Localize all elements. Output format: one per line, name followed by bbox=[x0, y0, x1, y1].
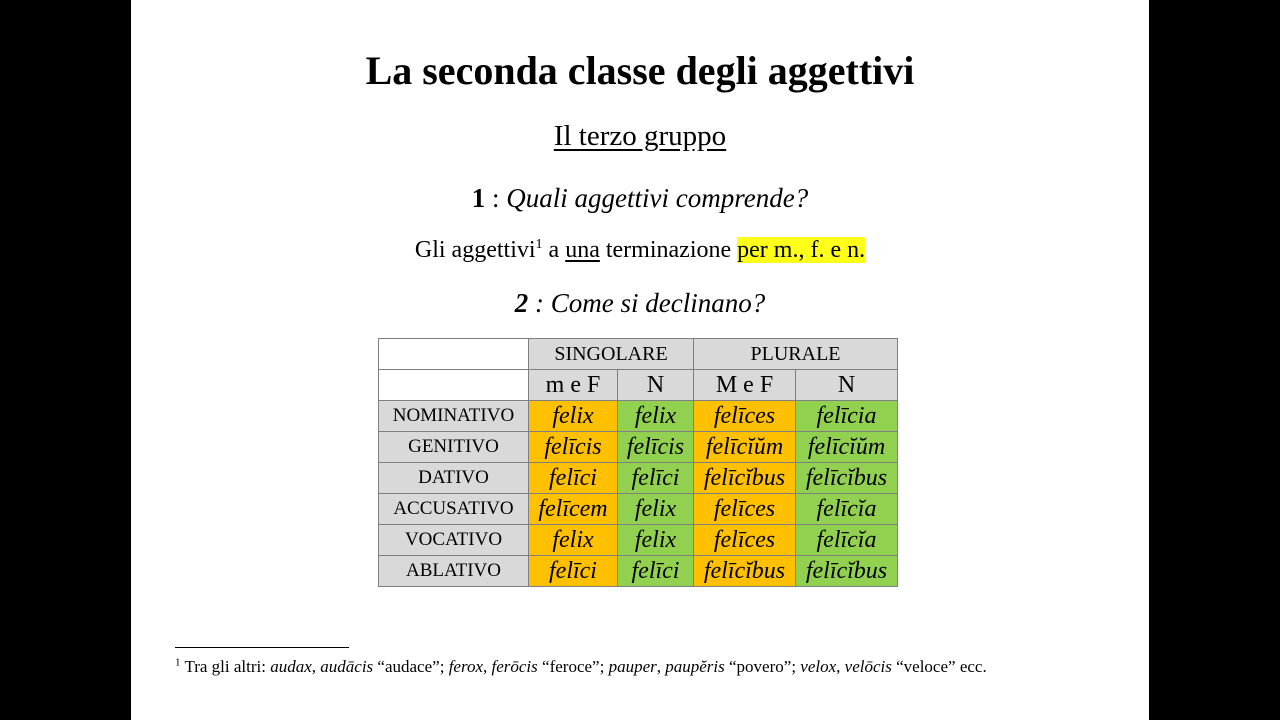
question-2-number: 2 bbox=[514, 288, 529, 318]
form-cell: felix bbox=[618, 401, 694, 432]
footnote-word: pauper bbox=[608, 657, 657, 676]
footnote-word: ferōcis bbox=[491, 657, 538, 676]
footnote-intro: Tra gli altri: bbox=[180, 657, 271, 676]
form-cell: felīcĭbus bbox=[796, 556, 898, 587]
form-cell: felīci bbox=[618, 556, 694, 587]
declension-table bbox=[378, 338, 898, 587]
footnote-word: ferox bbox=[448, 657, 483, 676]
form-cell: felīcis bbox=[529, 432, 618, 463]
form-cell: felīces bbox=[694, 401, 796, 432]
table-row bbox=[379, 525, 898, 556]
footnote-reference: 1 bbox=[535, 237, 543, 252]
answer-highlight: per m., f. e n. bbox=[737, 237, 866, 263]
case-label: DATIVO bbox=[379, 463, 529, 494]
footnote-gloss: “povero” bbox=[729, 657, 792, 676]
table-row bbox=[379, 556, 898, 587]
question-1-number: 1 bbox=[471, 183, 486, 213]
form-cell: felīcĭbus bbox=[694, 556, 796, 587]
case-label: VOCATIVO bbox=[379, 525, 529, 556]
form-cell: felīci bbox=[618, 463, 694, 494]
document-page bbox=[131, 0, 1149, 720]
form-cell: felix bbox=[529, 525, 618, 556]
form-cell: felīces bbox=[694, 525, 796, 556]
form-cell: felīcĭbus bbox=[796, 463, 898, 494]
subheader-cell: N bbox=[796, 370, 898, 401]
footnote-gloss: “audace” bbox=[377, 657, 440, 676]
question-1-sep: : bbox=[485, 183, 507, 213]
form-cell: felīcĭŭm bbox=[694, 432, 796, 463]
table-row bbox=[379, 432, 898, 463]
table-corner-cell bbox=[379, 370, 529, 401]
footnote-word: audācis bbox=[320, 657, 374, 676]
case-label: NOMINATIVO bbox=[379, 401, 529, 432]
form-cell: felīci bbox=[529, 463, 618, 494]
form-cell: felīcem bbox=[529, 494, 618, 525]
table-row bbox=[379, 494, 898, 525]
footnote-word: velōcis bbox=[844, 657, 892, 676]
footnote-gloss: “feroce” bbox=[542, 657, 600, 676]
form-cell: felīcĭbus bbox=[694, 463, 796, 494]
answer-part2: a bbox=[542, 237, 566, 263]
form-cell: felīcĭa bbox=[796, 525, 898, 556]
table-row bbox=[379, 401, 898, 432]
form-cell: felix bbox=[618, 525, 694, 556]
form-cell: felīcia bbox=[796, 401, 898, 432]
answer-part1: Gli aggettivi bbox=[414, 237, 536, 263]
form-cell: felīcis bbox=[618, 432, 694, 463]
form-cell: felix bbox=[618, 494, 694, 525]
form-cell: felīcĭŭm bbox=[796, 432, 898, 463]
form-cell: felīcĭa bbox=[796, 494, 898, 525]
group-header-singolare: SINGOLARE bbox=[529, 339, 694, 370]
subheader-cell: m e F bbox=[529, 370, 618, 401]
subheader-cell: M e F bbox=[694, 370, 796, 401]
answer-underlined: una bbox=[565, 237, 600, 263]
subheader-cell: N bbox=[618, 370, 694, 401]
case-label: GENITIVO bbox=[379, 432, 529, 463]
table-header-row-genders bbox=[379, 370, 898, 401]
answer-text bbox=[131, 235, 1149, 265]
table-row bbox=[379, 463, 898, 494]
subtitle-text: Il terzo gruppo bbox=[553, 120, 727, 152]
footnote-gloss: “veloce” bbox=[896, 657, 956, 676]
footnote-word: velox bbox=[800, 657, 837, 676]
footnote-divider bbox=[175, 647, 349, 648]
question-1 bbox=[131, 182, 1149, 214]
question-2-sep: : bbox=[528, 288, 551, 318]
case-label: ABLATIVO bbox=[379, 556, 529, 587]
form-cell: felīci bbox=[529, 556, 618, 587]
table-header-row-groups bbox=[379, 339, 898, 370]
form-cell: felīces bbox=[694, 494, 796, 525]
question-1-text: Quali aggettivi comprende? bbox=[506, 183, 809, 213]
answer-part3: terminazione bbox=[599, 237, 738, 263]
footnote-ending: ecc. bbox=[955, 657, 987, 676]
table-corner-cell bbox=[379, 339, 529, 370]
case-label: ACCUSATIVO bbox=[379, 494, 529, 525]
page-subtitle bbox=[131, 119, 1149, 153]
page-title: La seconda classe degli aggettivi bbox=[365, 48, 915, 93]
group-header-plurale: PLURALE bbox=[694, 339, 898, 370]
form-cell: felix bbox=[529, 401, 618, 432]
footnote-word: paupĕris bbox=[665, 657, 725, 676]
footnote-marker: 1 bbox=[175, 656, 181, 669]
question-2-text: Come si declinano? bbox=[550, 288, 766, 318]
footnote: $^1$ Tra gli altri: audax, audācis “audace”; ferox, ferōcis “feroce”; pauper, paupĕris “povero”; velox, velōcis “veloce” ecc. bbox=[175, 656, 987, 676]
question-2 bbox=[131, 287, 1149, 319]
footnote-word: audax bbox=[270, 657, 312, 676]
